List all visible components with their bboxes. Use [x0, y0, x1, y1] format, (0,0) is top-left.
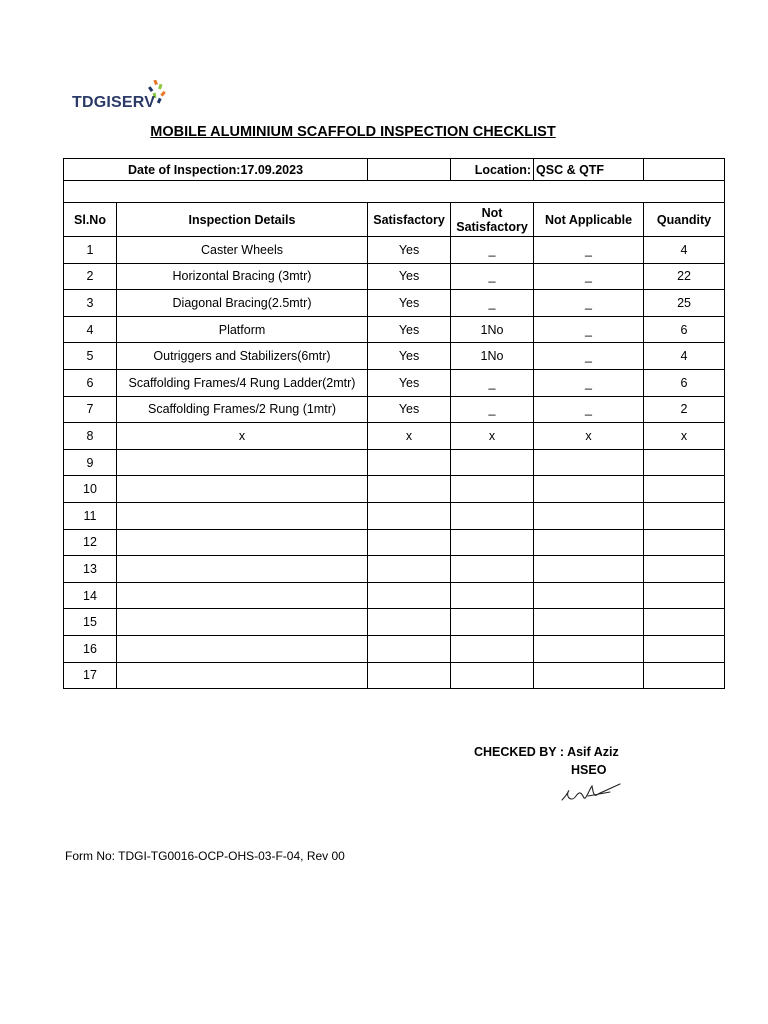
row-not-applicable	[534, 635, 644, 662]
col-header-inspection-details: Inspection Details	[117, 203, 368, 237]
row-not-satisfactory: _	[451, 369, 534, 396]
checker-role: HSEO	[571, 763, 607, 777]
row-inspection-details	[117, 582, 368, 609]
row-not-applicable: x	[534, 423, 644, 450]
row-quantity	[644, 476, 725, 503]
info-row	[64, 159, 725, 181]
row-quantity: 25	[644, 290, 725, 317]
row-satisfactory	[368, 529, 451, 556]
row-inspection-details: Scaffolding Frames/2 Rung (1mtr)	[117, 396, 368, 423]
row-not-satisfactory	[451, 502, 534, 529]
row-satisfactory	[368, 635, 451, 662]
row-quantity	[644, 529, 725, 556]
row-satisfactory: Yes	[368, 237, 451, 264]
row-sl-no: 11	[64, 502, 117, 529]
row-not-satisfactory	[451, 449, 534, 476]
row-not-satisfactory	[451, 476, 534, 503]
row-satisfactory	[368, 609, 451, 636]
row-sl-no: 8	[64, 423, 117, 450]
form-number: Form No: TDGI-TG0016-OCP-OHS-03-F-04, Rev 00	[65, 849, 345, 863]
row-satisfactory: Yes	[368, 316, 451, 343]
signature-icon	[560, 780, 624, 806]
col-header-quantity: Quandity	[644, 203, 725, 237]
logo-text: TDGISERV	[72, 94, 156, 111]
row-not-applicable: _	[534, 396, 644, 423]
row-sl-no: 10	[64, 476, 117, 503]
row-quantity	[644, 556, 725, 583]
row-quantity: 6	[644, 316, 725, 343]
row-sl-no: 9	[64, 449, 117, 476]
table-row	[64, 290, 725, 317]
checked-by: CHECKED BY : Asif Aziz	[474, 745, 619, 759]
row-sl-no: 12	[64, 529, 117, 556]
info-empty-cell	[644, 159, 725, 181]
row-sl-no: 4	[64, 316, 117, 343]
row-inspection-details	[117, 635, 368, 662]
row-not-applicable: _	[534, 263, 644, 290]
row-not-applicable: _	[534, 343, 644, 370]
table-row	[64, 263, 725, 290]
row-satisfactory	[368, 556, 451, 583]
row-inspection-details	[117, 556, 368, 583]
row-not-satisfactory	[451, 662, 534, 689]
row-inspection-details: Diagonal Bracing(2.5mtr)	[117, 290, 368, 317]
row-not-applicable	[534, 556, 644, 583]
row-not-applicable	[534, 529, 644, 556]
table-row	[64, 556, 725, 583]
row-sl-no: 2	[64, 263, 117, 290]
table-row	[64, 582, 725, 609]
row-not-satisfactory: 1No	[451, 343, 534, 370]
row-not-satisfactory	[451, 635, 534, 662]
col-header-satisfactory: Satisfactory	[368, 203, 451, 237]
row-satisfactory: Yes	[368, 343, 451, 370]
col-header-not-satisfactory-line1: Not	[481, 205, 503, 220]
row-inspection-details	[117, 529, 368, 556]
row-satisfactory: Yes	[368, 290, 451, 317]
row-inspection-details	[117, 476, 368, 503]
row-not-applicable: _	[534, 316, 644, 343]
row-not-satisfactory	[451, 529, 534, 556]
row-not-satisfactory	[451, 609, 534, 636]
table-row	[64, 237, 725, 264]
row-not-applicable	[534, 582, 644, 609]
row-satisfactory	[368, 662, 451, 689]
table-row	[64, 476, 725, 503]
row-not-applicable	[534, 476, 644, 503]
col-header-sl-no: Sl.No	[64, 203, 117, 237]
col-header-not-satisfactory	[451, 203, 534, 237]
row-quantity	[644, 449, 725, 476]
company-logo	[72, 80, 182, 120]
row-not-applicable	[534, 609, 644, 636]
row-quantity: x	[644, 423, 725, 450]
table-row	[64, 529, 725, 556]
row-not-applicable: _	[534, 290, 644, 317]
col-header-not-applicable: Not Applicable	[534, 203, 644, 237]
row-satisfactory	[368, 449, 451, 476]
table-row	[64, 316, 725, 343]
row-sl-no: 7	[64, 396, 117, 423]
location-value: QSC & QTF	[534, 159, 644, 181]
row-quantity	[644, 502, 725, 529]
row-inspection-details	[117, 662, 368, 689]
table-row	[64, 635, 725, 662]
row-sl-no: 3	[64, 290, 117, 317]
row-satisfactory: x	[368, 423, 451, 450]
info-empty-cell	[368, 159, 451, 181]
col-header-not-satisfactory-line2: Satisfactory	[456, 219, 528, 234]
row-inspection-details: x	[117, 423, 368, 450]
row-inspection-details	[117, 449, 368, 476]
row-inspection-details: Scaffolding Frames/4 Rung Ladder(2mtr)	[117, 369, 368, 396]
row-sl-no: 14	[64, 582, 117, 609]
row-quantity	[644, 662, 725, 689]
row-sl-no: 17	[64, 662, 117, 689]
row-not-applicable: _	[534, 237, 644, 264]
row-sl-no: 1	[64, 237, 117, 264]
row-not-satisfactory: _	[451, 237, 534, 264]
row-sl-no: 13	[64, 556, 117, 583]
table-row	[64, 662, 725, 689]
row-satisfactory: Yes	[368, 396, 451, 423]
date-of-inspection: Date of Inspection:17.09.2023	[64, 159, 368, 181]
table-row	[64, 502, 725, 529]
row-not-applicable	[534, 662, 644, 689]
row-not-satisfactory: _	[451, 263, 534, 290]
inspection-table	[63, 158, 725, 689]
table-row	[64, 423, 725, 450]
row-not-satisfactory: x	[451, 423, 534, 450]
row-quantity: 22	[644, 263, 725, 290]
row-quantity: 2	[644, 396, 725, 423]
row-quantity	[644, 635, 725, 662]
table-row	[64, 449, 725, 476]
row-sl-no: 5	[64, 343, 117, 370]
table-row	[64, 396, 725, 423]
row-not-satisfactory: _	[451, 290, 534, 317]
row-not-satisfactory: _	[451, 396, 534, 423]
row-inspection-details	[117, 609, 368, 636]
row-not-satisfactory	[451, 582, 534, 609]
row-satisfactory	[368, 582, 451, 609]
row-satisfactory: Yes	[368, 263, 451, 290]
table-header-row	[64, 203, 725, 237]
row-inspection-details: Platform	[117, 316, 368, 343]
row-not-applicable	[534, 502, 644, 529]
row-not-applicable: _	[534, 369, 644, 396]
row-quantity: 4	[644, 343, 725, 370]
row-not-satisfactory: 1No	[451, 316, 534, 343]
spacer-cell	[64, 181, 725, 203]
spacer-row	[64, 181, 725, 203]
row-inspection-details: Horizontal Bracing (3mtr)	[117, 263, 368, 290]
document-title: MOBILE ALUMINIUM SCAFFOLD INSPECTION CHECKLIST	[150, 124, 556, 140]
row-satisfactory: Yes	[368, 369, 451, 396]
row-sl-no: 15	[64, 609, 117, 636]
location-label: Location:	[451, 159, 534, 181]
row-quantity	[644, 609, 725, 636]
row-sl-no: 16	[64, 635, 117, 662]
row-inspection-details: Caster Wheels	[117, 237, 368, 264]
row-inspection-details	[117, 502, 368, 529]
row-quantity: 4	[644, 237, 725, 264]
row-quantity: 6	[644, 369, 725, 396]
row-satisfactory	[368, 502, 451, 529]
table-row	[64, 369, 725, 396]
table-row	[64, 609, 725, 636]
row-sl-no: 6	[64, 369, 117, 396]
row-inspection-details: Outriggers and Stabilizers(6mtr)	[117, 343, 368, 370]
row-satisfactory	[368, 476, 451, 503]
row-not-satisfactory	[451, 556, 534, 583]
row-not-applicable	[534, 449, 644, 476]
table-row	[64, 343, 725, 370]
row-quantity	[644, 582, 725, 609]
